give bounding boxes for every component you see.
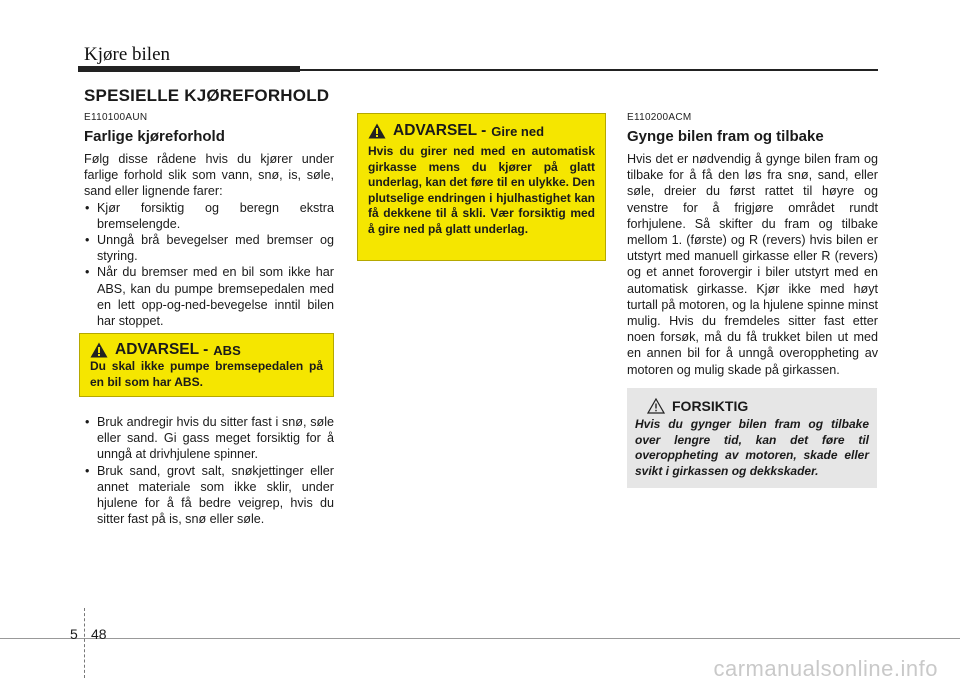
column-left (84, 112, 334, 329)
body-paragraph: Hvis det er nødvendig å gynge bilen fram og tilbake for å få den løs fra snø, sand, eller søle, dreier du først rattet til høyre og venstre for å frigjøre området rundt forhjulene. Så skifter du fram og tilbake mellom 1. (første) og R (revers) hvis bilen er utstyrt med manuell girkasse eller R (revers) og et annet forovergir i biler utstyrt med en automatisk girkasse. Kjør ikke med høyt turtall på motoren, og la hjulene spinne minst mulig. Hvis du fremdeles sitter fast etter noen forsøk, må du få trukket bilen ut med en annen bil for å unngå overoppheting av motoren og mulig skade på girkassen. (627, 152, 878, 377)
warning-triangle-icon (368, 123, 386, 139)
warning-subtitle: Gire ned (491, 123, 545, 139)
caution-header (635, 398, 869, 414)
caution-text: Hvis du gynger bilen fram og tilbake over lengre tid, kan det føre til overoppheting av motoren, skade eller svikt i girkassen og dekkskader. (635, 417, 869, 478)
column-right (627, 112, 878, 378)
page-header-title: Kjøre bilen (84, 44, 171, 65)
caution-title: FORSIKTIG (672, 398, 749, 414)
caution-triangle-icon (647, 398, 665, 414)
bullet-item: • Når du bremser med en bil som ikke har ABS, kan du pumpe bremsepedalen med en lett opp-og-ned-bevegelse inntil bilen har stoppet. (84, 264, 334, 329)
chapter-number: 5 (70, 626, 78, 642)
warning-triangle-icon (90, 342, 108, 358)
section-code: E110100AUN (84, 112, 148, 123)
warning-subtitle: ABS (213, 342, 241, 358)
footer-rule (0, 638, 960, 639)
warning-title: ADVARSEL - (393, 122, 487, 139)
section-title: SPESIELLE KJØREFORHOLD (84, 86, 330, 105)
bullet-item: • Unngå brå bevegelser med bremser og styring. (84, 232, 334, 264)
warning-box-gire-ned (357, 113, 606, 261)
bullet-item: • Bruk andregir hvis du sitter fast i snø, søle eller sand. Gi gass meget forsiktig for å unngå at drivhjulene spinner. (84, 414, 334, 463)
warning-title: ADVARSEL - (115, 341, 209, 358)
watermark: carmanualsonline.info (713, 656, 938, 681)
header-rule-thick (78, 66, 300, 72)
intro-paragraph: Følg disse rådene hvis du kjører under farlige forhold slik som vann, snø, is, søle, sand eller lignende farer: (84, 152, 334, 199)
bullet-list-a (84, 200, 334, 330)
caution-box (627, 388, 877, 488)
footer-divider (84, 608, 85, 678)
page-number: 48 (91, 626, 107, 642)
bullet-list-b (84, 414, 334, 527)
subsection-heading: Farlige kjøreforhold (84, 128, 225, 145)
warning-text: Du skal ikke pumpe bremsepedalen på en bil som har ABS. (90, 359, 323, 389)
warning-box-abs (79, 333, 334, 397)
warning-text: Hvis du girer ned med en automatisk girkasse mens du kjører på glatt underlag, kan det føre til en ulykke. Den plutselige endringen i hjulhastighet kan få dekkene til å skli. Vær forsiktig med å gire ned på glatt underlag. (368, 144, 595, 236)
bullet-item: • Bruk sand, grovt salt, snøkjettinger eller annet materiale som ikke sklir, under hjulene for å få bedre veigrep, hvis du sitter fast på is, snø eller søle. (84, 463, 334, 528)
section-code: E110200ACM (627, 112, 692, 123)
warning-header (368, 122, 595, 140)
bullet-item: • Kjør forsiktig og beregn ekstra bremselengde. (84, 200, 334, 232)
warning-header (90, 341, 323, 359)
subsection-heading: Gynge bilen fram og tilbake (627, 128, 824, 145)
header-rule-thin (300, 69, 878, 71)
